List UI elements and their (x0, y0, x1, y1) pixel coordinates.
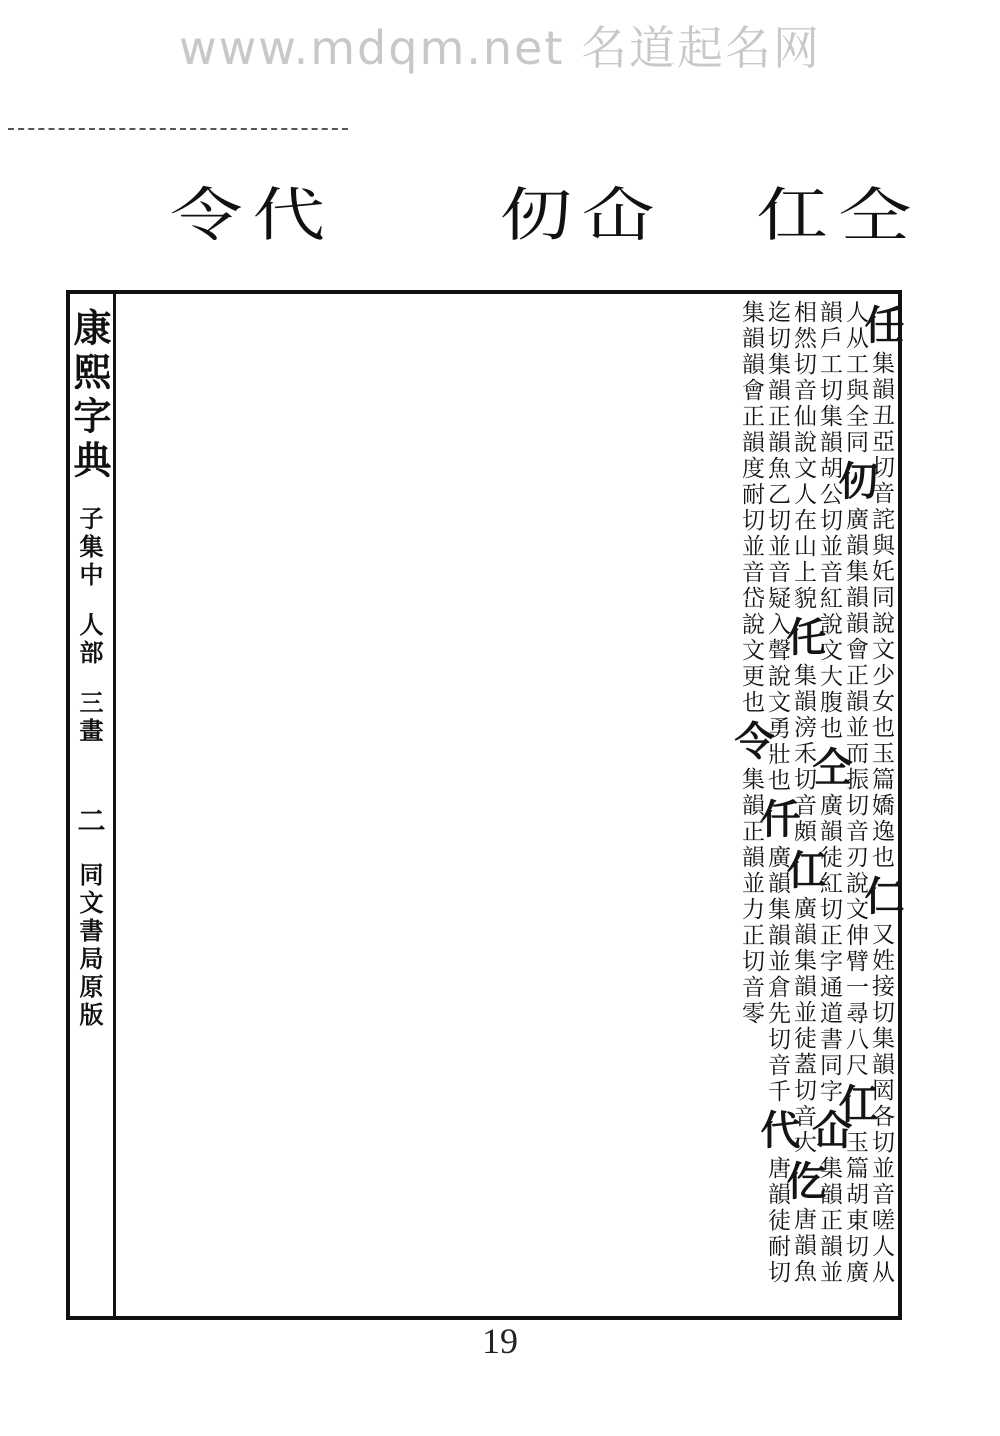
seal-script-right: 仜仝 (756, 181, 922, 249)
watermark-text: www.mdqm.net 名道起名网 (178, 21, 822, 75)
dictionary-entries (122, 300, 905, 1310)
radical-label: 人部 (75, 612, 104, 668)
page-number: 19 (482, 1321, 518, 1361)
entry-text: 又姓接切集韻㒺各切並音嗟 (868, 922, 894, 1234)
headword: 仜 (832, 1083, 879, 1126)
entry-text: 集韻正韻並力正切音零 (738, 767, 764, 1027)
headword: 仡 (780, 1160, 827, 1203)
headword: 仞 (832, 460, 879, 503)
headword: 仁 (858, 875, 905, 918)
headword: 令 (728, 720, 775, 763)
entry-text: 唐韻魚迄切集韻正韻魚乙切並音疑入聲說文勇壯也 (764, 300, 816, 1285)
section-label: 子集中 (75, 506, 104, 590)
entry-text: 集韻滂禾切音頗 (790, 663, 816, 845)
entry-text: 集韻正韻並相然切音仙說文人在山上貌 (790, 300, 842, 1286)
stroke-label: 三畫 (75, 690, 104, 746)
top-divider (8, 128, 348, 130)
publisher-label: 同文書局原版 (75, 862, 104, 1030)
headword: 仝 (806, 746, 853, 789)
headword: 仛 (780, 616, 827, 659)
entry-text: 廣韻集韻並倉先切音千 (764, 845, 790, 1105)
entry-text: 唐韻徒耐切集韻韻會正韻度耐切並音岱說文更也 (738, 300, 790, 1286)
headword: 仚 (806, 1109, 853, 1152)
headword: 仜 (780, 849, 827, 892)
seal-script-middle: 仞仚 (500, 181, 666, 249)
entry-text: 廣韻徒紅切正字通道書同字 (816, 793, 842, 1105)
margin-page-label: 二 (73, 806, 107, 834)
headword: 任 (858, 304, 905, 347)
entry-text: 集韻丑亞切音詫與奼同說文少女也玉篇嬌逸也 (868, 351, 894, 871)
entry-text: 玉篇胡東切廣韻戶工切集韻胡公切並音紅說文大腹也 (816, 300, 868, 1286)
seal-script-left: 令代 (170, 181, 336, 249)
entry-text: 廣韻集韻韻會正韻並而振切音刃說文伸臂一尋八尺 (842, 507, 868, 1079)
book-title: 康熙字典 (67, 308, 112, 484)
headword: 仟 (754, 798, 801, 841)
entry-text: 廣韻集韻並徒蓋切音大 (790, 896, 816, 1156)
margin-column (66, 290, 116, 1320)
entry-text: 人从人从工與全同 (842, 300, 894, 1286)
headword: 代 (754, 1109, 801, 1152)
